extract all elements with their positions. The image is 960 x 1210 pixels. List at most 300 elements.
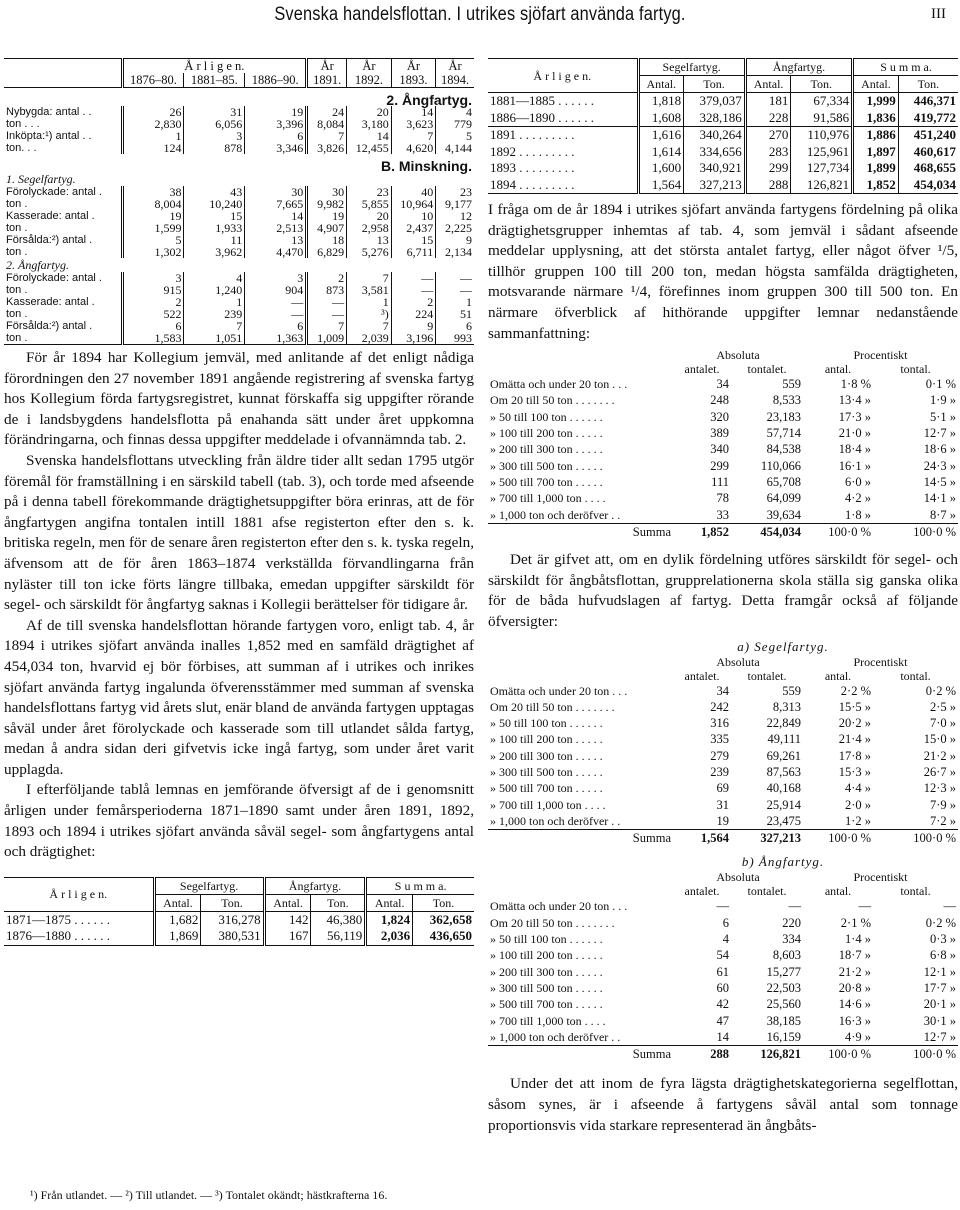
header-antalet: antalet. xyxy=(684,362,720,377)
table-cell: 559 xyxy=(782,377,801,392)
table-row xyxy=(488,110,958,127)
table-cell: 49,111 xyxy=(767,732,801,747)
distribution-table-all xyxy=(488,348,958,540)
table-row xyxy=(488,507,958,524)
row-label: » 300 till 500 ton . . . . . xyxy=(490,980,603,995)
table-cell: 4·4 » xyxy=(844,781,871,796)
table-cell: 14·6 » xyxy=(838,997,871,1012)
table-cell: 20·2 » xyxy=(838,716,871,731)
total-row xyxy=(488,1046,958,1063)
table-row xyxy=(488,715,958,731)
table-cell: 23 xyxy=(436,186,474,198)
paragraph: För år 1894 har Kollegium jemväl, med anlitande af det enligt nådiga förordningen den 27 november 1891 angående registrering af svenska fartyg hos Kollegium förda fartygsregistret, kunnat förskaffa sig uppgifter rörande de i landsbygdens handelsflotta på enahanda sätt under året uppkomna förändringarna, och finnas dessa uppgifter meddelade i ofvannämnda tab. 2. xyxy=(4,349,474,449)
paragraph: I fråga om de år 1894 i utrikes sjöfart använda fartygens fördelning på olika drägtighetsgrupper inhemtas af tab. 4, som jemväl i sådant afseende meddelar upplysning, att det största antalet fartyg, eller något öfver ¹/5, tillhör gruppen 100 till 200 ton, medan högsta samfälda drägtigheten, motsvarande närmare ¹/4, förefinnes inom gruppen 300 till 500 ton. En närmare öfverblick af hithörande uppgifter lemnar nedanstående sammanfattning: xyxy=(488,201,958,342)
table-cell: 1 xyxy=(347,296,392,308)
table-cell: 23,183 xyxy=(766,409,801,424)
header-segelfartyg: Segelfartyg. xyxy=(638,59,745,76)
table-cell: 279 xyxy=(710,748,729,763)
table-row xyxy=(4,332,474,345)
table-cell: 993 xyxy=(436,332,474,345)
table-row xyxy=(488,915,958,931)
table-cell: 5 xyxy=(122,234,184,246)
table-cell: 4,620 xyxy=(391,142,436,154)
row-label: Kasserade: antal . xyxy=(6,210,95,222)
table-cell: 17·8 » xyxy=(838,748,871,763)
table-cell: 9 xyxy=(391,320,436,332)
distribution-table-segel xyxy=(488,655,958,847)
table-row xyxy=(488,748,958,764)
table-cell: 54 xyxy=(716,948,729,963)
table-cell: 87,563 xyxy=(766,764,801,779)
table-cell: 2,437 xyxy=(391,222,436,234)
table-cell: 7 xyxy=(347,272,392,284)
table-row xyxy=(488,160,958,177)
table-cell: 19 xyxy=(716,813,729,828)
table-cell: 4·2 » xyxy=(844,491,871,506)
table-row xyxy=(488,996,958,1012)
row-label: ton. . . xyxy=(6,142,37,154)
table-cell: 5 xyxy=(436,130,474,142)
table-row xyxy=(488,392,958,408)
row-label: » 200 till 300 ton . . . . . xyxy=(490,964,603,979)
table-cell: 2 xyxy=(122,296,184,308)
row-label: ton . xyxy=(6,332,28,344)
table-cell: 2,225 xyxy=(436,222,474,234)
header-summa: S u m m a. xyxy=(366,877,474,894)
table-cell: 3 xyxy=(184,130,245,142)
table-cell: 1,600 xyxy=(638,160,684,177)
table-row xyxy=(488,458,958,474)
table-cell: 18·6 » xyxy=(923,442,956,457)
table-cell: 65,708 xyxy=(766,474,801,489)
table-cell: 10,964 xyxy=(391,198,436,210)
row-label: Förolyckade: antal . xyxy=(6,272,102,284)
table-cell: 181 xyxy=(745,93,791,110)
table-cell: 14·5 » xyxy=(923,474,956,489)
table-cell: 436,650 xyxy=(413,928,474,945)
table-cell: 5,276 xyxy=(347,246,392,258)
table-cell: 340,921 xyxy=(684,160,746,177)
table-cell: 8,533 xyxy=(772,393,801,408)
col-ar-2: År xyxy=(347,59,392,74)
table-cell: 142 xyxy=(264,911,311,928)
header-ton: Ton. xyxy=(201,894,264,911)
table-cell: 7·0 » xyxy=(929,716,956,731)
table-cell: 20·1 » xyxy=(923,997,956,1012)
body-text-right-2 xyxy=(488,550,958,632)
header-antalet: antalet. xyxy=(684,668,720,683)
table-cell: 23,475 xyxy=(766,813,801,828)
table-cell: 1·2 » xyxy=(844,813,871,828)
table-cell: 8·7 » xyxy=(929,507,956,522)
table-cell: 12·7 » xyxy=(923,1029,956,1044)
table-cell: 3,962 xyxy=(184,246,245,258)
table-cell: 42 xyxy=(716,997,729,1012)
table-cell: 30·1 » xyxy=(923,1013,956,1028)
col-period-1: 1876–80. xyxy=(122,73,184,88)
table-cell: 9,177 xyxy=(436,198,474,210)
table-cell: 16,159 xyxy=(766,1029,801,1044)
row-label: » 1,000 ton och deröfver . . xyxy=(490,813,621,828)
table-cell: 1,899 xyxy=(853,160,899,177)
table-cell: 22,849 xyxy=(766,716,801,731)
section-heading xyxy=(4,172,474,186)
table-cell: 110,066 xyxy=(760,458,801,473)
table-cell: 7·9 » xyxy=(929,797,956,812)
col-ar-1: År xyxy=(307,59,347,74)
row-label: » 500 till 700 ton . . . . . xyxy=(490,474,603,489)
table-row xyxy=(488,376,958,392)
table-cell: 316,278 xyxy=(201,911,264,928)
table-cell: 3,581 xyxy=(347,284,392,296)
header-procentiskt: Procentiskt xyxy=(853,348,908,363)
table-cell: 1,818 xyxy=(638,93,684,110)
table-cell: 18·4 » xyxy=(838,442,871,457)
table-cell: 6 xyxy=(245,320,307,332)
row-label: » 700 till 1,000 ton . . . . xyxy=(490,491,606,506)
table-row xyxy=(488,797,958,813)
header-ton: Ton. xyxy=(898,76,958,93)
table-cell: 2,830 xyxy=(122,118,184,130)
row-label: Försålda:²) antal . xyxy=(6,234,93,246)
table-cell: 334,656 xyxy=(684,144,746,161)
running-title: Svenska handelsflottan. I utrikes sjöfart använda fartyg. xyxy=(274,4,686,25)
row-label: » 50 till 100 ton . . . . . . xyxy=(490,932,603,947)
table-cell: 10,240 xyxy=(184,198,245,210)
total-cell: 126,821 xyxy=(731,1046,803,1063)
table-cell: 2·5 » xyxy=(929,699,956,714)
table-cell: 873 xyxy=(307,284,347,296)
header-tontal: tontal. xyxy=(900,362,931,377)
table-cell: 1·8 » xyxy=(844,507,871,522)
table-cell: 9 xyxy=(436,234,474,246)
table-cell: 1,240 xyxy=(184,284,245,296)
table-cell: 6 xyxy=(722,915,729,930)
total-label: Summa xyxy=(488,830,673,847)
table-cell: 6·0 » xyxy=(844,474,871,489)
section-heading xyxy=(4,88,474,107)
section-heading xyxy=(4,258,474,272)
table-cell: 270 xyxy=(745,127,791,144)
paragraph: Svenska handelsflottans utveckling från äldre tider allt sedan 1795 utgör föremål för framställning i en särskild tabell (tab. 3), och torde med afseende på i denna tabell förekommande drägtighetsuppgifter böra erinras, att de för ångfartygen angifna tontalen intill 1881 afse registerton efter den s. k. britiska regeln, men för de senare åren registerton efter den s. k. tyska regeln, äfvensom att de för åren 1863–1874 verkställda förvandlingarna från nyläster till ton icke förts längre tillbaka, emedan uppgifter särskildt för segel- och särskildt för ångfartyg saknas i Kollegii berättelser för tidigare år. xyxy=(4,451,474,614)
header-antal: Antal. xyxy=(853,76,899,93)
row-label: ton . xyxy=(6,222,28,234)
table-cell: 9,982 xyxy=(307,198,347,210)
table-cell: 7 xyxy=(184,320,245,332)
row-label: » 500 till 700 ton . . . . . xyxy=(490,997,603,1012)
table-cell: 14 xyxy=(245,210,307,222)
table-cell: 47 xyxy=(716,1013,729,1028)
table-cell: 7 xyxy=(307,320,347,332)
table-row xyxy=(488,1029,958,1046)
total-cell: 1,852 xyxy=(673,523,731,540)
body-text-right-3 xyxy=(488,1074,958,1136)
table-cell: 13 xyxy=(245,234,307,246)
table-cell: 4,470 xyxy=(245,246,307,258)
table-row xyxy=(488,474,958,490)
col-year-1892: 1892. xyxy=(347,73,392,88)
table-cell: 220 xyxy=(782,915,801,930)
header-angfartyg: Ångfartyg. xyxy=(264,877,366,894)
table-cell: 288 xyxy=(745,177,791,194)
table-cell: 0·2 % xyxy=(925,683,956,698)
table-cell: 1,302 xyxy=(122,246,184,258)
table-cell: 33 xyxy=(716,507,729,522)
table-cell: 111 xyxy=(711,474,729,489)
table-cell: 451,240 xyxy=(898,127,958,144)
table-cell: 2,958 xyxy=(347,222,392,234)
table-cell: 6·8 » xyxy=(929,948,956,963)
table-row xyxy=(488,490,958,506)
table-row xyxy=(488,409,958,425)
table-cell: 17·7 » xyxy=(923,980,956,995)
table-cell: 1 xyxy=(184,296,245,308)
table-cell: 3,196 xyxy=(391,332,436,345)
table-cell: 64,099 xyxy=(766,491,801,506)
table-cell: 19 xyxy=(122,210,184,222)
header-procentiskt: Procentiskt xyxy=(853,870,908,885)
total-cell: 100·0 % xyxy=(803,523,873,540)
table-cell: 1·8 % xyxy=(840,377,871,392)
table-cell: 224 xyxy=(391,308,436,320)
table-cell: 1,608 xyxy=(638,110,684,127)
header-absoluta: Absoluta xyxy=(716,654,760,669)
table-cell: 7·2 » xyxy=(929,813,956,828)
col-ar-3: År xyxy=(391,59,436,74)
table-cell: 1,933 xyxy=(184,222,245,234)
row-label: 1881—1885 . . . . . . xyxy=(490,93,594,108)
table-cell: 379,037 xyxy=(684,93,746,110)
header-antalet: antalet. xyxy=(684,884,720,899)
table-cell: 14 xyxy=(391,106,436,118)
table-cell: 1 xyxy=(122,130,184,142)
table-cell: 84,538 xyxy=(766,442,801,457)
table-cell: 1,009 xyxy=(307,332,347,345)
table-row xyxy=(488,980,958,996)
total-cell: 1,564 xyxy=(673,830,731,847)
table-cell: 2·2 % xyxy=(840,683,871,698)
table-cell: 6 xyxy=(122,320,184,332)
row-label: ton . xyxy=(6,284,28,296)
section-label: B. Minskning. xyxy=(381,158,472,174)
total-cell: 100·0 % xyxy=(873,523,958,540)
body-text-right-1 xyxy=(488,200,958,344)
total-label: Summa xyxy=(488,523,673,540)
table-cell: 18 xyxy=(307,234,347,246)
table-row xyxy=(488,144,958,161)
table-cell: 1,824 xyxy=(366,911,413,928)
table-cell: 19 xyxy=(245,106,307,118)
table-cell: 320 xyxy=(710,409,729,424)
row-label: » 1,000 ton och deröfver . . xyxy=(490,507,621,522)
table-cell: 1,614 xyxy=(638,144,684,161)
table-cell: 15·0 » xyxy=(923,732,956,747)
table-cell: 20·8 » xyxy=(838,980,871,995)
table-row xyxy=(488,731,958,747)
table-cell: 110,976 xyxy=(791,127,853,144)
table-cell: 127,734 xyxy=(791,160,853,177)
table-cell: 22,503 xyxy=(766,980,801,995)
header-tontal: tontal. xyxy=(900,668,931,683)
table-cell: 5·1 » xyxy=(929,409,956,424)
table-cell: 1,886 xyxy=(853,127,899,144)
total-cell: 100·0 % xyxy=(873,1046,958,1063)
table-row xyxy=(4,928,474,945)
table-cell: 460,617 xyxy=(898,144,958,161)
table-cell: 4,907 xyxy=(307,222,347,234)
table-cell: 4,144 xyxy=(436,142,474,154)
table-cell: 522 xyxy=(122,308,184,320)
col-year-1891: 1891. xyxy=(307,73,347,88)
table-cell: 2,134 xyxy=(436,246,474,258)
table-cell: 17·3 » xyxy=(838,409,871,424)
table-cell: — xyxy=(391,284,436,296)
table-cell: 38,185 xyxy=(766,1013,801,1028)
table-cell: 26·7 » xyxy=(923,764,956,779)
table-cell: 15 xyxy=(184,210,245,222)
row-label: » 300 till 500 ton . . . . . xyxy=(490,764,603,779)
table-cell: — xyxy=(943,899,956,914)
table-cell: 248 xyxy=(710,393,729,408)
table-cell: 3,826 xyxy=(307,142,347,154)
header-summa: S u m m a. xyxy=(853,59,958,76)
table-cell: 7,665 xyxy=(245,198,307,210)
table-cell: 91,586 xyxy=(791,110,853,127)
row-label: » 100 till 200 ton . . . . . xyxy=(490,426,603,441)
table-cell: 468,655 xyxy=(898,160,958,177)
header-segelfartyg: Segelfartyg. xyxy=(154,877,264,894)
row-label: Omätta och under 20 ton . . . xyxy=(490,899,628,914)
table-header-label xyxy=(4,59,122,74)
table-cell: 1 xyxy=(436,296,474,308)
table-cell: — xyxy=(245,296,307,308)
table-cell: 51 xyxy=(436,308,474,320)
table-cell: 2,039 xyxy=(347,332,392,345)
total-cell: 100·0 % xyxy=(803,1046,873,1063)
table-cell: 13·4 » xyxy=(838,393,871,408)
table-cell: 26 xyxy=(122,106,184,118)
table-cell: 299 xyxy=(745,160,791,177)
row-label: » 200 till 300 ton . . . . . xyxy=(490,748,603,763)
table-cell: 30 xyxy=(245,186,307,198)
table-cell: 1,599 xyxy=(122,222,184,234)
table-cell: 380,531 xyxy=(201,928,264,945)
table-cell: 12·3 » xyxy=(923,781,956,796)
row-label: 1886—1890 . . . . . . xyxy=(490,109,594,125)
table-cell: 283 xyxy=(745,144,791,161)
table-cell: 10 xyxy=(391,210,436,222)
row-label: » 100 till 200 ton . . . . . xyxy=(490,732,603,747)
row-label: ton . . . xyxy=(6,118,40,130)
table-cell: — xyxy=(245,308,307,320)
footnote: ¹) Från utlandet. — ²) Till utlandet. — ³) Tontalet okändt; hästkrafterna 16. xyxy=(30,1188,388,1202)
table-cell: 1,583 xyxy=(122,332,184,345)
header-tontalet: tontalet. xyxy=(747,668,787,683)
row-label: 1891 . . . . . . . . . xyxy=(488,127,638,144)
table-cell: — xyxy=(307,308,347,320)
table-cell: 69 xyxy=(716,781,729,796)
row-label: Försålda:²) antal . xyxy=(6,320,93,332)
table-cell: 15,277 xyxy=(766,964,801,979)
table-cell: 30 xyxy=(307,186,347,198)
table-cell: 779 xyxy=(436,118,474,130)
section-label: 2. Ångfartyg. xyxy=(6,258,69,272)
header-antal: Antal. xyxy=(154,894,201,911)
table-cell: 915 xyxy=(122,284,184,296)
section-label: 2. Ångfartyg. xyxy=(386,92,472,108)
row-label: Om 20 till 50 ton . . . . . . . xyxy=(490,393,615,408)
table-cell: 6,711 xyxy=(391,246,436,258)
table-cell: 1,869 xyxy=(154,928,201,945)
table-cell: 34 xyxy=(716,683,729,698)
table-cell: 15·5 » xyxy=(838,699,871,714)
table-cell: 1,836 xyxy=(853,110,899,127)
table-row xyxy=(4,142,474,154)
table-cell: 6 xyxy=(436,320,474,332)
table-cell: 11 xyxy=(184,234,245,246)
row-label: » 700 till 1,000 ton . . . . xyxy=(490,797,606,812)
table-cell: 8,603 xyxy=(772,948,801,963)
right-column xyxy=(488,58,958,1136)
table-cell: 878 xyxy=(184,142,245,154)
table-cell: 4 xyxy=(722,932,729,947)
row-label: » 700 till 1,000 ton . . . . xyxy=(490,1013,606,1028)
table-cell: 12,455 xyxy=(347,142,392,154)
header-antal: Antal. xyxy=(745,76,791,93)
table-cell: 12·1 » xyxy=(923,964,956,979)
table-cell: 3 xyxy=(245,272,307,284)
row-label: » 50 till 100 ton . . . . . . xyxy=(490,716,603,731)
table-cell: 2,513 xyxy=(245,222,307,234)
total-row xyxy=(488,830,958,847)
table-cell: 335 xyxy=(710,732,729,747)
table-cell: 4 xyxy=(184,272,245,284)
table-cell: ³) xyxy=(347,308,392,320)
row-label: » 50 till 100 ton . . . . . . xyxy=(490,409,603,424)
col-period-2: 1881–85. xyxy=(184,73,245,88)
table-cell: 12 xyxy=(436,210,474,222)
left-column xyxy=(4,58,474,946)
row-label: » 1,000 ton och deröfver . . xyxy=(490,1029,621,1044)
table-cell: 34 xyxy=(716,377,729,392)
table-row xyxy=(488,931,958,947)
table-cell: 126,821 xyxy=(791,177,853,194)
row-label: Omätta och under 20 ton . . . xyxy=(490,377,628,392)
table-cell: — xyxy=(788,899,801,914)
table-cell: 454,034 xyxy=(898,177,958,194)
table-cell: 1,999 xyxy=(853,93,899,110)
row-label: 1893 . . . . . . . . . xyxy=(490,160,575,175)
table-cell: 1,051 xyxy=(184,332,245,345)
table-cell: 3,396 xyxy=(245,118,307,130)
header-tontal: tontal. xyxy=(900,884,931,899)
header-arligen: Å r l i g e n. xyxy=(4,877,154,911)
table-cell: 20 xyxy=(347,210,392,222)
table-cell: 316 xyxy=(710,716,729,731)
table-cell: 1,616 xyxy=(638,127,684,144)
table-row xyxy=(488,441,958,457)
header-procentiskt: Procentiskt xyxy=(853,654,908,669)
table-cell: 3,346 xyxy=(245,142,307,154)
table-cell: 24 xyxy=(307,106,347,118)
col-ar-4: År xyxy=(436,59,474,74)
table-cell: 14 xyxy=(716,1029,729,1044)
table-cell: 40,168 xyxy=(766,781,801,796)
table-cell: 1,897 xyxy=(853,144,899,161)
table-cell: 6,829 xyxy=(307,246,347,258)
table-cell: 15 xyxy=(391,234,436,246)
header-absoluta: Absoluta xyxy=(716,348,760,363)
